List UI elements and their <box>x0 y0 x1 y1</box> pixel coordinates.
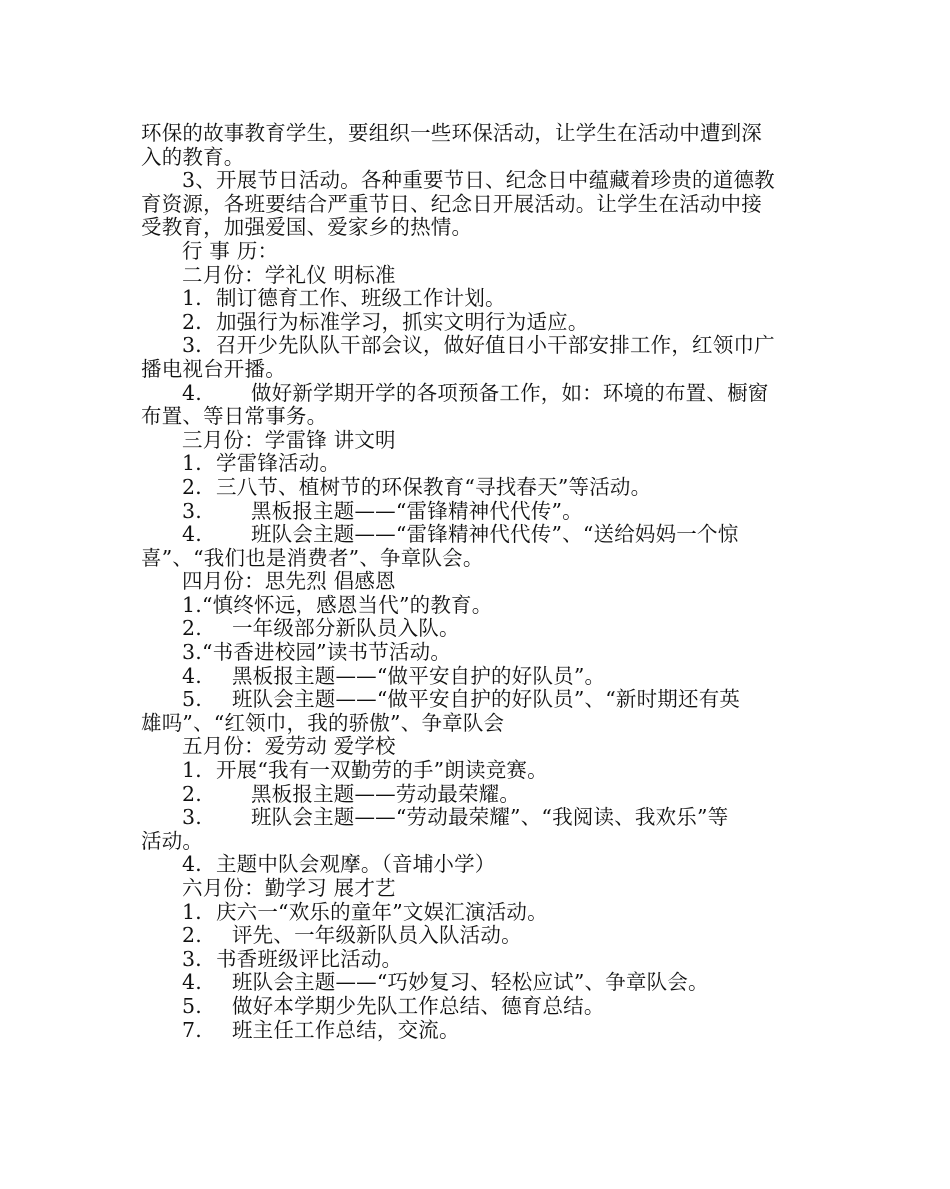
text-line <box>141 122 811 146</box>
text-line-content: 1．学雷锋活动。 <box>182 451 341 476</box>
text-line <box>141 948 811 972</box>
text-line <box>141 783 811 807</box>
document-body <box>141 122 811 1042</box>
text-line <box>141 641 811 665</box>
text-line-content: 2. <box>182 923 202 948</box>
text-line-rest: 黑板报主题——“做平安自护的好队员”。 <box>231 663 606 688</box>
text-line-content: 5. <box>182 993 202 1018</box>
text-line <box>141 334 811 358</box>
text-line-content: 4. <box>182 380 202 405</box>
text-line-content: 4. <box>182 970 202 995</box>
text-line <box>141 665 811 689</box>
text-line-content: 四月份：思先烈 倡感恩 <box>182 569 396 594</box>
text-line-content: 入的教育。 <box>141 144 245 169</box>
text-line <box>141 500 811 524</box>
text-line <box>141 901 811 925</box>
text-line <box>141 806 811 830</box>
text-line <box>141 594 811 618</box>
text-line <box>141 853 811 877</box>
text-line <box>141 924 811 948</box>
text-line-rest: 黑板报主题——“雷锋精神代代传”。 <box>250 498 583 523</box>
text-line-content: 3. <box>182 498 202 523</box>
text-line-content: 三月份：学雷锋 讲文明 <box>182 427 396 452</box>
text-line-content: 3、开展节日活动。各种重要节日、纪念日中蕴藏着珍贵的道德教 <box>182 168 775 193</box>
text-line <box>141 169 811 193</box>
text-line-rest: 班队会主题——“做平安自护的好队员”、“新时期还有英 <box>231 687 741 712</box>
text-line-rest: 一年级部分新队员入队。 <box>231 616 460 641</box>
text-line-content: 3．书香班级评比活动。 <box>182 946 403 971</box>
text-line-content: 4．主题中队会观摩。（音埔小学） <box>182 852 496 877</box>
text-line-content: 3. <box>182 805 202 830</box>
text-line-content: 1．庆六一“欢乐的童年”文娱汇演活动。 <box>182 899 548 924</box>
text-line-content: 1．开展“我有一双勤劳的手”朗读竞赛。 <box>182 758 548 783</box>
text-line <box>141 382 811 406</box>
text-line-content: 行 事 历： <box>182 238 279 263</box>
text-line <box>141 240 811 264</box>
text-line-content: 喜”、“我们也是消费者”、争章队会。 <box>141 545 484 570</box>
text-line <box>141 971 811 995</box>
text-line <box>141 759 811 783</box>
text-line <box>141 146 811 170</box>
text-line-content: 2. <box>182 616 202 641</box>
text-line-content: 5. <box>182 687 202 712</box>
text-line <box>141 688 811 712</box>
text-line <box>141 193 811 217</box>
text-line-content: 受教育，加强爱国、爱家乡的热情。 <box>141 215 473 240</box>
text-line <box>141 287 811 311</box>
text-line-content: 五月份：爱劳动 爱学校 <box>182 734 396 759</box>
text-line-content: 3．召开少先队队干部会议，做好值日小干部安排工作，红领巾广 <box>182 333 775 358</box>
text-line-rest: 黑板报主题——劳动最荣耀。 <box>250 781 521 806</box>
text-line <box>141 523 811 547</box>
text-line-content: 2. <box>182 781 202 806</box>
text-line <box>141 1019 811 1043</box>
text-line-content: 3.“书香进校园”读书节活动。 <box>182 640 452 665</box>
text-line-rest: 班队会主题——“雷锋精神代代传”、“送给妈妈一个惊 <box>250 522 739 547</box>
text-line <box>141 877 811 901</box>
text-line-rest: 做好本学期少先队工作总结、德育总结。 <box>231 993 605 1018</box>
text-line-content: 播电视台开播。 <box>141 356 286 381</box>
text-line <box>141 264 811 288</box>
text-line-content: 育资源，各班要结合严重节日、纪念日开展活动。让学生在活动中接 <box>141 191 762 216</box>
text-line-content: 2．三八节、植树节的环保教育“寻找春天”等活动。 <box>182 474 652 499</box>
text-line <box>141 712 811 736</box>
text-line <box>141 735 811 759</box>
text-line-content: 六月份：勤学习 展才艺 <box>182 876 396 900</box>
text-line <box>141 405 811 429</box>
text-line <box>141 452 811 476</box>
text-line-rest: 班队会主题——“巧妙复习、轻松应试”、争章队会。 <box>231 970 709 995</box>
text-line <box>141 617 811 641</box>
text-line <box>141 476 811 500</box>
text-line <box>141 358 811 382</box>
text-line-content: 1.“慎终怀远，感恩当代”的教育。 <box>182 592 493 617</box>
text-line <box>141 570 811 594</box>
text-line <box>141 995 811 1019</box>
text-line-content: 4. <box>182 522 202 547</box>
text-line-content: 布置、等日常事务。 <box>141 404 328 429</box>
text-line <box>141 311 811 335</box>
text-line-rest: 班队会主题——“劳动最荣耀”、“我阅读、我欢乐”等 <box>250 805 729 830</box>
text-line-content: 7. <box>182 1017 202 1042</box>
text-line-rest: 做好新学期开学的各项预备工作，如：环境的布置、橱窗 <box>250 380 769 405</box>
text-line <box>141 216 811 240</box>
text-line-content: 1．制订德育工作、班级工作计划。 <box>182 286 506 311</box>
text-line-content: 2．加强行为标准学习，抓实文明行为适应。 <box>182 309 589 334</box>
text-line-content: 4. <box>182 663 202 688</box>
text-line <box>141 830 811 854</box>
text-line-content: 二月份：学礼仪 明标准 <box>182 262 396 287</box>
text-line-rest: 班主任工作总结，交流。 <box>231 1017 460 1042</box>
text-line <box>141 547 811 571</box>
text-line <box>141 429 811 453</box>
text-line-content: 环保的故事教育学生，要组织一些环保活动，让学生在活动中遭到深 <box>141 121 762 145</box>
text-line-content: 雄吗”、“红领巾，我的骄傲”、争章队会 <box>141 710 505 735</box>
text-line-content: 活动。 <box>141 828 204 853</box>
text-line-rest: 评先、一年级新队员入队活动。 <box>231 923 522 948</box>
